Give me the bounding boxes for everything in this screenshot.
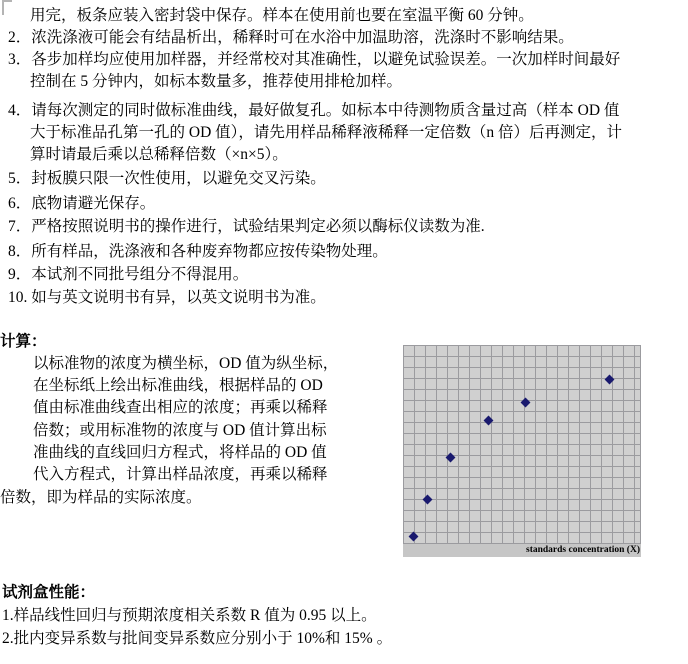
note-line: 大于标准品孔第一孔的 OD 值），请先用样品稀释液稀释一定倍数（n 倍）后再测定，计 — [30, 124, 623, 141]
note-line: 5．封板膜只限一次性使用，以避免交叉污染。 — [8, 170, 326, 187]
standard-curve-chart — [403, 345, 640, 557]
calc-line: 代入方程式，计算出样品浓度，再乘以稀释 — [33, 466, 328, 483]
performance-line: 1.样品线性回归与预期浓度相关系数 R 值为 0.95 以上。 — [2, 607, 377, 624]
data-point — [483, 415, 493, 425]
chart-x-axis-label: standards concentration (X) — [526, 544, 640, 555]
note-line: 算时请最后乘以总稀释倍数（×n×5）。 — [30, 146, 288, 163]
note-line: 2．浓洗涤液可能会有结晶析出，稀释时可在水浴中加温助溶，洗涤时不影响结果。 — [8, 29, 574, 46]
calc-line: 倍数，即为样品的实际浓度。 — [0, 489, 202, 506]
calculation-heading: 计算： — [0, 333, 47, 350]
note-line: 9．本试剂不同批号组分不得混用。 — [8, 266, 249, 283]
chart-x-axis-band — [403, 544, 641, 557]
calc-line: 倍数；或用标准物的浓度与 OD 值计算出标 — [33, 422, 327, 439]
note-line: 8．所有样品，洗涤液和各种废弃物都应按传染物处理。 — [8, 243, 388, 260]
calc-line: 在坐标纸上绘出标准曲线，根据样品的 OD — [33, 377, 323, 394]
data-point — [604, 374, 614, 384]
note-line: 6．底物请避光保存。 — [8, 195, 156, 212]
performance-heading: 试剂盒性能： — [2, 584, 96, 601]
note-line: 10. 如与英文说明书有异，以英文说明书为准。 — [8, 289, 326, 306]
note-line: 3．各步加样均应使用加样器，并经常校对其准确性，以避免试验误差。一次加样时间最好 — [8, 51, 621, 68]
calc-line: 以标准物的浓度为横坐标，OD 值为纵坐标， — [33, 355, 339, 372]
calc-line: 准曲线的直线回归方程式，将样品的 OD 值 — [33, 444, 327, 461]
data-point — [520, 397, 530, 407]
note-line: 7．严格按照说明书的操作进行，试验结果判定必须以酶标仪读数为准. — [8, 218, 485, 235]
calc-line: 值由标准曲线查出相应的浓度；再乘以稀释 — [33, 399, 328, 416]
data-point — [445, 452, 455, 462]
chart-plot-area — [403, 345, 641, 544]
table-corner-marker — [2, 0, 12, 15]
data-point — [422, 494, 432, 504]
data-point — [408, 531, 418, 541]
note-line: 控制在 5 分钟内，如标本数量多，推荐使用排枪加样。 — [30, 73, 403, 90]
note-line: 4．请每次测定的同时做标准曲线，最好做复孔。如标本中待测物质含量过高（样本 OD 值 — [8, 102, 620, 119]
note-line: 用完，板条应装入密封袋中保存。样本在使用前也要在室温平衡 60 分钟。 — [30, 7, 534, 24]
performance-line: 2.批内变异系数与批间变异系数应分别小于 10%和 15% 。 — [2, 630, 393, 647]
